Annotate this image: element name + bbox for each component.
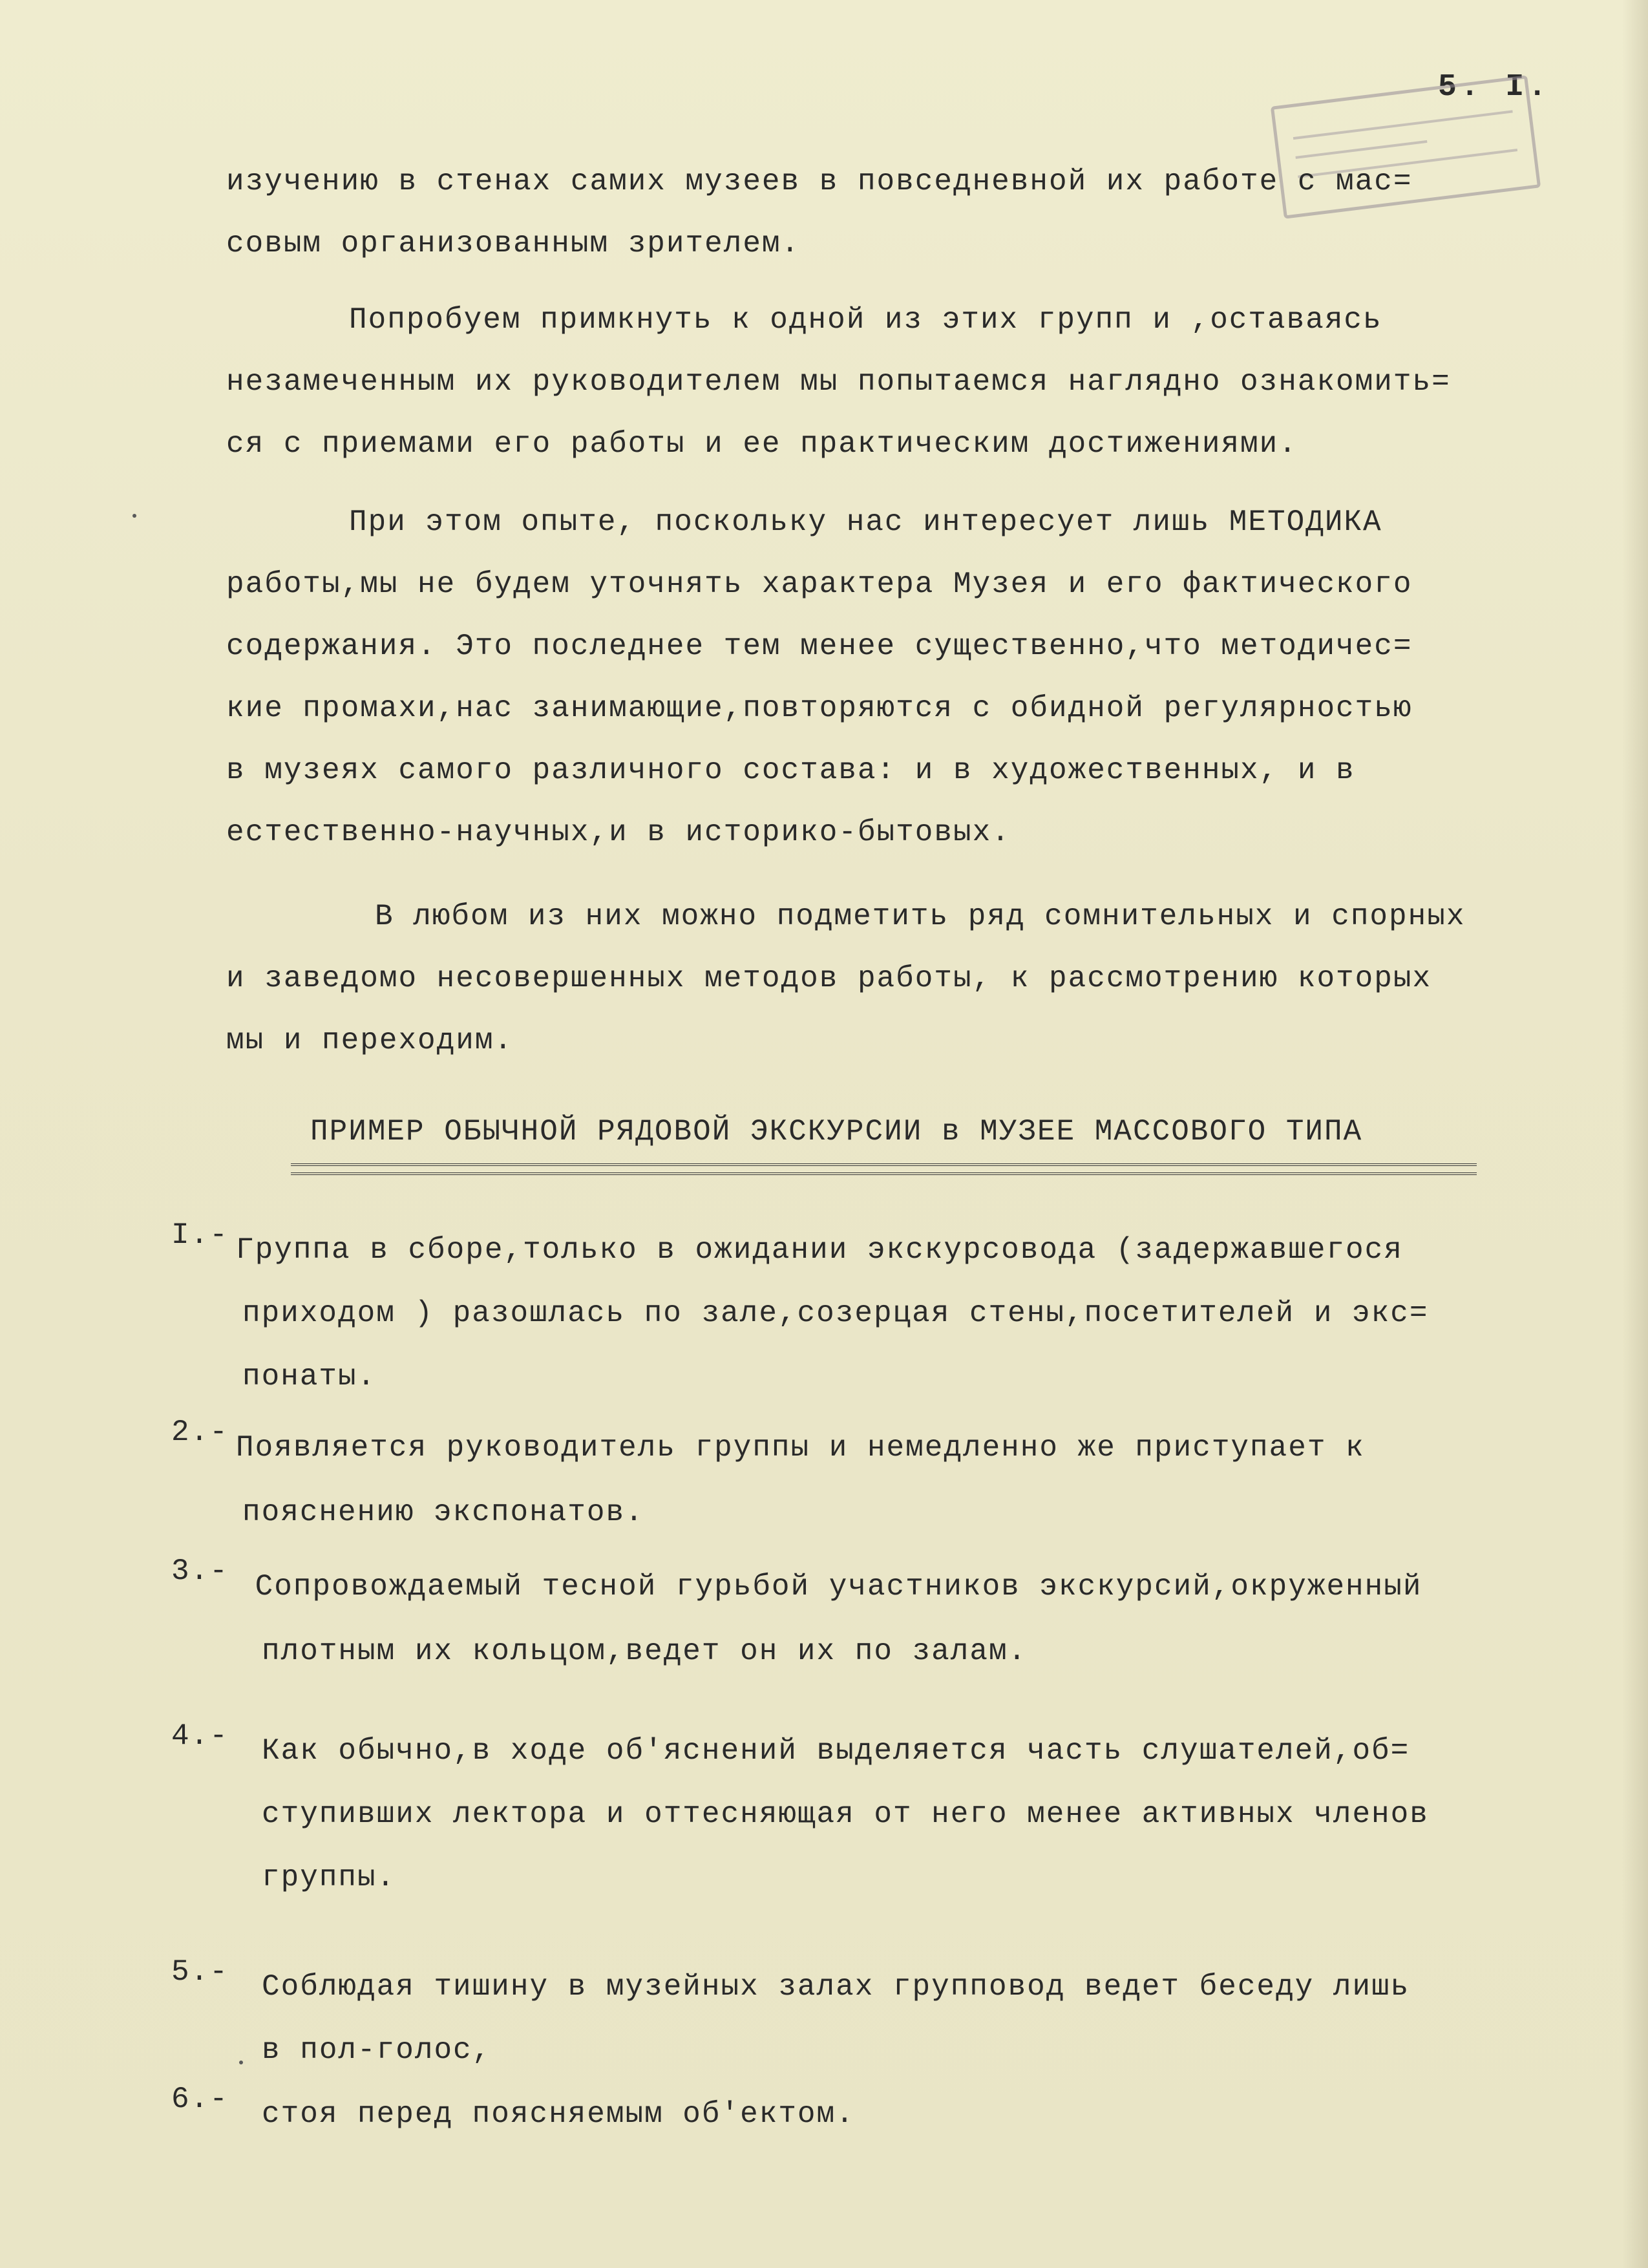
page-number: 5. I. [1438, 70, 1551, 105]
text-line: содержания. Это последнее тем менее существенно,что методичес= [226, 630, 1413, 663]
text-line: понаты. [242, 1360, 377, 1394]
text-line: стоя перед поясняемым об'ектом. [262, 2097, 855, 2131]
text-line: плотным их кольцом,ведет он их по залам. [262, 1635, 1028, 1668]
paragraph-1 [226, 289, 1616, 475]
item-number: 6.- [171, 2083, 229, 2116]
heading-underline [291, 1163, 1477, 1175]
text-line: в музеях самого различного состава: и в художественных, и в [226, 754, 1355, 787]
text-line: Соблюдая тишину в музейных залах групповод ведет беседу лишь [262, 1970, 1410, 2004]
text-line: пояснению экспонатов. [242, 1496, 644, 1529]
text-line: и заведомо несовершенных методов работы, к рассмотрению которых [226, 962, 1432, 995]
paper-speck [132, 514, 136, 518]
item-number: 5.- [171, 1955, 229, 1989]
text-line: Попробуем примкнуть к одной из этих групп и ,оставаясь [349, 303, 1382, 337]
text-line: естественно-научных,и в историко-бытовых. [226, 816, 1011, 849]
text-line: ся с приемами его работы и ее практическим достижениями. [226, 427, 1298, 461]
paragraph-2 [226, 491, 1616, 864]
text-line: Сопровождаемый тесной гурьбой участников экскурсий,окруженный [236, 1570, 1422, 1604]
text-line: Появляется руководитель группы и немедленно же приступает к [236, 1431, 1365, 1465]
section-heading: ПРИМЕР ОБЫЧНОЙ РЯДОВОЙ ЭКСКУРСИИ в МУЗЕЕ МАССОВОГО ТИПА [310, 1115, 1363, 1149]
list-item [171, 1554, 1625, 1684]
text-line: Как обычно,в ходе об'яснений выделяется часть слушателей,об= [262, 1734, 1410, 1768]
list-item [171, 2083, 1625, 2146]
item-number: 2.- [171, 1415, 229, 1449]
text-line: Группа в сборе,только в ожидании экскурсовода (задержавшегося [236, 1233, 1403, 1267]
paragraph-3 [226, 885, 1616, 1072]
page-edge-shadow [1622, 0, 1648, 2268]
paper-speck [239, 2061, 243, 2064]
text-line: При этом опыте, поскольку нас интересует лишь МЕТОДИКА [349, 505, 1382, 539]
list-item [171, 1218, 1625, 1408]
item-number: 4.- [171, 1719, 229, 1753]
list-item [171, 1415, 1625, 1545]
text-line: приходом ) разошлась по зале,созерцая стены,посетителей и экс= [242, 1297, 1429, 1330]
text-line: в пол-голос, [262, 2033, 492, 2067]
list-item [171, 1955, 1625, 2082]
list-item [171, 1719, 1625, 1909]
text-line: совым организованным зрителем. [226, 227, 801, 260]
item-number: I.- [171, 1218, 229, 1252]
intro-paragraph [226, 151, 1616, 275]
text-line: изучению в стенах самих музеев в повседневной их работе с мас= [226, 165, 1413, 198]
text-line: В любом из них можно подметить ряд сомнительных и спорных [375, 900, 1466, 933]
text-line: работы,мы не будем уточнять характера Музея и его фактического [226, 567, 1413, 601]
text-line: группы. [262, 1861, 396, 1894]
item-number: 3.- [171, 1554, 229, 1588]
text-line: мы и переходим. [226, 1024, 514, 1057]
text-line: кие промахи,нас занимающие,повторяются с обидной регулярностью [226, 692, 1413, 725]
text-line: ступивших лектора и оттесняющая от него менее активных членов [262, 1797, 1429, 1831]
text-line: незамеченным их руководителем мы попытаемся наглядно ознакомить= [226, 365, 1451, 399]
